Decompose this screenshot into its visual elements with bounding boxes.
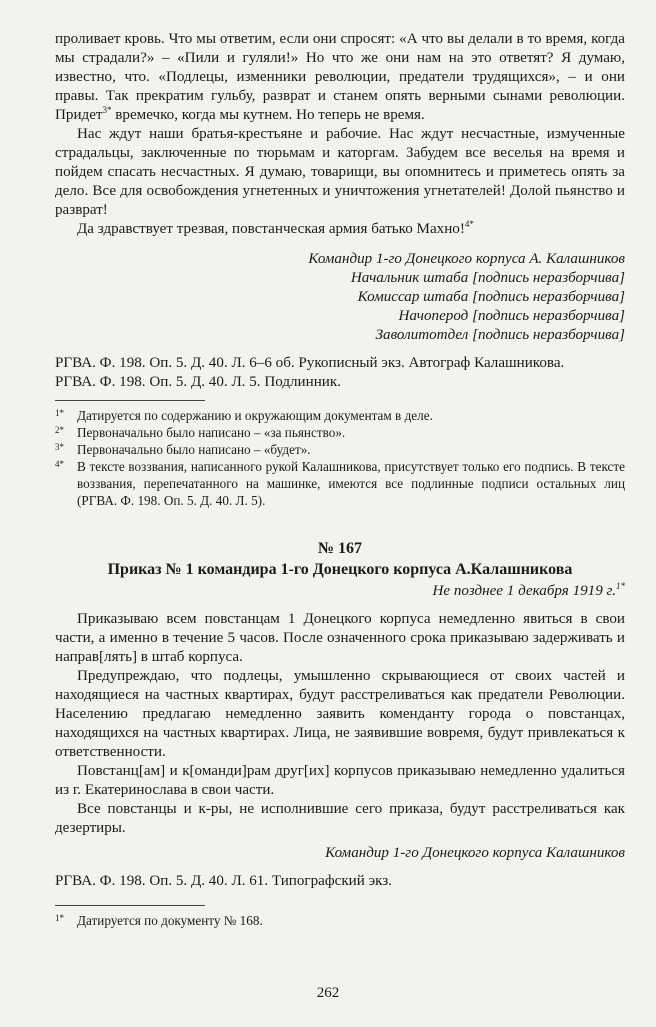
- footnote: 4* В тексте воззвания, написанного рукой Калашникова, присутствует только его подпись. В тексте воззвания, перепечатанного на машинке, имеются все подлинные подписи остальных лиц (РГВА. Ф. 198. Оп. 5. Д. 40. Л. 5).: [55, 459, 625, 508]
- paragraph-1-tail: времечко, когда мы кутнем. Но теперь не время.: [111, 107, 425, 123]
- footnote: 2* Первоначально было написано – «за пьянство».: [55, 425, 346, 440]
- document-number: № 167: [317, 540, 363, 557]
- signature-line: Командир 1-го Донецкого корпуса А. Калашников: [308, 251, 625, 267]
- archive-source: РГВА. Ф. 198. Оп. 5. Д. 40. Л. 5. Подлинник.: [55, 374, 341, 390]
- archive-source: РГВА. Ф. 198. Оп. 5. Д. 40. Л. 6–6 об. Рукописный экз. Автограф Калашникова.: [55, 355, 565, 371]
- order-paragraph: Приказываю всем повстанцам 1 Донецкого корпуса немедленно явиться в свои части, а именно в течение 5 часов. После означенного срока приказываю задерживать и направ[лять] в штаб корпуса.: [55, 611, 625, 665]
- footnote-divider: [55, 400, 205, 401]
- paragraph-3: [55, 220, 625, 239]
- order-paragraph: Предупреждаю, что подлецы, умышленно скрывающиеся от своих частей и находящиеся на частных квартирах, будут расстреливаться как предатели Революции. Населению предлагаю немедленно заявить коменданту города о повстанцах, находящихся на частных квартирах. Лица, не заявившие вовремя, будут привлекаться к ответственности.: [55, 668, 625, 760]
- signature-line: Комиссар штаба [подпись неразборчива]: [357, 289, 625, 305]
- footnote-text: В тексте воззвания, написанного рукой Калашникова, присутствует только его подпись. В тексте воззвания, перепечатанного на машинке, имеются все подлинные подписи остальных лиц (РГВА. Ф. 198. Оп. 5. Д. 40. Л. 5).: [77, 459, 625, 508]
- page-number: 262: [316, 985, 340, 1001]
- archive-source: РГВА. Ф. 198. Оп. 5. Д. 40. Л. 61. Типографский экз.: [55, 873, 392, 889]
- signature-line: Начальник штаба [подпись неразборчива]: [350, 270, 625, 286]
- footnote-text: Датируется по содержанию и окружающим документам в деле.: [77, 408, 433, 423]
- footnote: 3* Первоначально было написано – «будет».: [55, 442, 311, 457]
- signature-line: Начоперод [подпись неразборчива]: [398, 308, 625, 324]
- signature-line: Заволитотдел [подпись неразборчива]: [375, 327, 625, 343]
- paragraph-3-text: Да здравствует трезвая, повстанческая армия батько Махно!: [77, 221, 465, 237]
- document-title: Приказ № 1 командира 1-го Донецкого корпуса А.Калашникова: [107, 561, 573, 578]
- paragraph-1-text: проливает кровь. Что мы ответим, если они спросят: «А что вы делали в то время, когда мы страдали?» – «Пили и гуляли!» Но что же они нам на это ответят? Я думаю, известно, что. «Подлецы, изменники революции, предатели трудящихся», – и они правы. Так прекратим гульбу, разврат и станем опять верными сынами революции. Придет: [55, 31, 625, 123]
- footnote-text: Датируется по документу № 168.: [77, 913, 263, 928]
- signature-line: Командир 1-го Донецкого корпуса Калашников: [325, 845, 625, 861]
- document-date: [55, 582, 625, 601]
- order-paragraph: Повстанц[ам] и к[оманди]рам друг[их] корпусов приказываю немедленно удалиться из г. Екатеринослава в свои части.: [55, 763, 625, 798]
- footnotes-1: [55, 407, 625, 509]
- footnote: 1* Датируется по документу № 168.: [55, 913, 263, 928]
- footnote-divider: [55, 905, 205, 906]
- footnote-text: Первоначально было написано – «будет».: [77, 442, 311, 457]
- signature-block-1: [55, 250, 625, 345]
- footnote-text: Первоначально было написано – «за пьянство».: [77, 425, 346, 440]
- paragraph-2: Нас ждут наши братья-крестьяне и рабочие. Нас ждут несчастные, измученные страдальцы, заключенные по тюрьмам и каторгам. Забудем все веселья на время и пойдем спасать несчастных. Я думаю, товарищи, вы опомнитесь и приметесь опять за дело. Все для освобождения угнетенных и уничтожения угнетателей! Долой пьянство и разврат!: [55, 126, 625, 218]
- document-date-text: Не позднее 1 декабря 1919 г.: [432, 583, 616, 599]
- archive-sources-1: [55, 354, 625, 392]
- footnote-ref-4: 4*: [464, 218, 474, 229]
- paragraph-1: [55, 30, 625, 125]
- footnote: 1* Датируется по содержанию и окружающим документам в деле.: [55, 408, 433, 423]
- page-body: [55, 30, 625, 929]
- footnote-ref-3: 3*: [102, 104, 112, 115]
- footnote-ref-1: 1*: [616, 580, 625, 591]
- order-paragraph: Все повстанцы и к-ры, не исполнившие сего приказа, будут расстреливаться как дезертиры.: [55, 801, 625, 836]
